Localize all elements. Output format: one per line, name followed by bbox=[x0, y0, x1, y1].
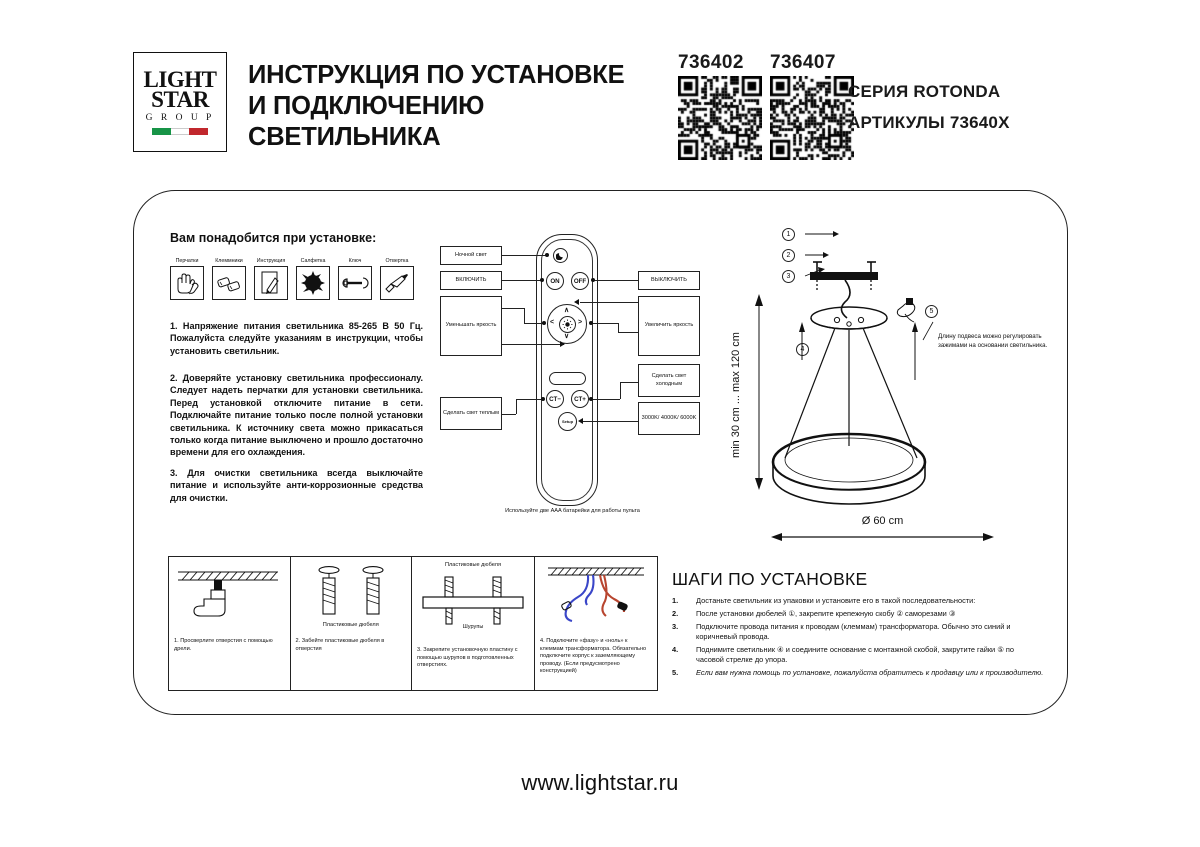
connector-line bbox=[516, 399, 517, 414]
remote-left-arrow[interactable]: < bbox=[550, 319, 555, 326]
callout-5: 5 bbox=[925, 305, 938, 318]
install-step-text: Если вам нужна помощь по установке, пожалуйста обратитесь к продавцу или к производителю. bbox=[696, 667, 1044, 677]
tool-label: Отвертка bbox=[385, 258, 409, 264]
qr-item bbox=[770, 52, 854, 160]
connector-dot bbox=[589, 397, 593, 401]
remote-brightness-button[interactable] bbox=[559, 316, 576, 333]
step-1-text: 1. Просверлите отверстия с помощью дрели. bbox=[174, 638, 273, 652]
dowel-icon bbox=[296, 562, 407, 638]
label-turn-on: ВКЛЮЧИТЬ bbox=[440, 271, 502, 290]
brightness-icon bbox=[562, 319, 573, 330]
label-dim-down: Уменьшать яркость bbox=[440, 296, 502, 356]
connector-dot bbox=[542, 321, 546, 325]
qr-code-icon bbox=[678, 76, 762, 160]
remote-ct-minus-button[interactable]: CT− bbox=[546, 390, 564, 408]
step-3-caption-top: Пластиковые дюбеля bbox=[445, 562, 501, 568]
callout-3: 3 bbox=[782, 270, 795, 283]
manual-icon bbox=[254, 266, 288, 300]
tool-label: Клеммники bbox=[215, 258, 243, 264]
qr-code-icon bbox=[770, 76, 854, 160]
label-cold-light: Сделать свет холодным bbox=[638, 364, 700, 397]
arrow-head bbox=[578, 418, 583, 424]
install-step-row bbox=[672, 596, 1044, 606]
arrow-head bbox=[574, 299, 579, 305]
safety-paragraph-2: 2. Доверяйте установку светильника профессионалу. Следует надеть перчатки для установки светильника. Перед установкой отключите питание в сети. Подключайте питание только после полной установки светильника. К источнику света можно прикасаться только когда питание выключено и прошло достаточно времени для его охлаждения. bbox=[170, 373, 423, 458]
step-3-text: 3. Закрепите установочную пластину с помощью шурупов в подготовленных отверстиях. bbox=[417, 647, 518, 669]
tool-item-screwdriver bbox=[380, 258, 414, 300]
connector-line bbox=[502, 280, 542, 281]
tool-item-gloves bbox=[170, 258, 204, 300]
step-panel-2 bbox=[291, 557, 413, 690]
install-step-number: 3. bbox=[672, 621, 679, 631]
install-step-row bbox=[672, 609, 1044, 619]
italian-flag-icon bbox=[152, 128, 208, 135]
connector-dot bbox=[591, 278, 595, 282]
document-header bbox=[133, 52, 1068, 157]
install-step-text: Подключите провода питания к проводам (клеммам) трансформатора. Обычно это синий и коричневый провода. bbox=[696, 621, 1011, 641]
step-2-text: 2. Забейте пластиковые дюбеля в отверстия bbox=[295, 638, 385, 652]
safety-paragraph-1: 1. Напряжение питания светильника 85-265 В 50 Гц. Пожалуйста следуйте указаниям в инструкции, чтобы установить светильник. bbox=[170, 321, 423, 356]
remote-ct-plus-button[interactable]: CT+ bbox=[571, 390, 589, 408]
connector-line bbox=[524, 323, 544, 324]
suspension-note: Длину подвеса можно регулировать зажимами на основании светильника. bbox=[938, 333, 1048, 349]
page-title: ИНСТРУКЦИЯ ПО УСТАНОВКЕ И ПОДКЛЮЧЕНИЮ СВЕТИЛЬНИКА bbox=[248, 61, 625, 151]
connector-line bbox=[592, 323, 618, 324]
label-night-light: Ночной свет bbox=[440, 246, 502, 265]
tool-item-terminals bbox=[212, 258, 246, 300]
qr-item bbox=[678, 52, 762, 160]
tool-item-manual bbox=[254, 258, 288, 300]
connector-dot bbox=[540, 278, 544, 282]
height-dimension-arrow bbox=[752, 292, 766, 492]
callout-4: 4 bbox=[796, 343, 809, 356]
drill-icon bbox=[174, 562, 285, 638]
connector-line bbox=[502, 344, 564, 345]
tool-label: Салфетка bbox=[300, 258, 326, 264]
connector-line bbox=[592, 399, 620, 400]
product-code: 736407 bbox=[770, 52, 836, 73]
install-steps-list bbox=[672, 596, 1044, 681]
cloth-icon bbox=[296, 266, 330, 300]
install-steps-heading: ШАГИ ПО УСТАНОВКЕ bbox=[672, 569, 868, 589]
remote-night-light-button[interactable] bbox=[553, 248, 568, 263]
connector-line bbox=[620, 382, 638, 383]
label-turn-off: ВЫКЛЮЧИТЬ bbox=[638, 271, 700, 290]
remote-down-arrow[interactable]: ∨ bbox=[564, 333, 570, 340]
connector-line bbox=[524, 308, 525, 323]
install-step-row bbox=[672, 622, 1044, 643]
remote-control-diagram bbox=[440, 232, 705, 532]
connector-dot bbox=[545, 253, 549, 257]
step-4-text: 4. Подключите «фазу» и «ноль» к клеммам трансформатора. Обязательно подключите корпус к заземляющему проводу. (Если предусмотрено конструкцией) bbox=[540, 638, 647, 675]
remote-off-button[interactable]: OFF bbox=[571, 272, 589, 290]
remote-oval-button[interactable] bbox=[549, 372, 586, 385]
connector-line bbox=[516, 399, 543, 400]
battery-note: Используйте две AAA батарейки для работы пульта bbox=[505, 508, 640, 514]
height-dimension-text: min 30 cm ... max 120 cm bbox=[730, 332, 742, 458]
tool-item-cloth bbox=[296, 258, 330, 300]
tool-label: Перчатки bbox=[175, 258, 199, 264]
remote-up-arrow[interactable]: ∧ bbox=[564, 307, 570, 314]
safety-paragraph-3: 3. Для очистки светильника всегда выключайте питание и используйте анти-коррозионные средства для очистки. bbox=[170, 468, 423, 503]
label-dim-up: Увеличить яркость bbox=[638, 296, 700, 356]
step-panel-4 bbox=[535, 557, 657, 690]
tools-heading: Вам понадобится при установке: bbox=[170, 231, 377, 245]
callout-1: 1 bbox=[782, 228, 795, 241]
install-step-text: Достаньте светильник из упаковки и установите его в такой последовательности: bbox=[696, 596, 976, 605]
connector-line bbox=[593, 280, 638, 281]
logo-line-2: STAR bbox=[151, 86, 209, 112]
terminal-block-icon bbox=[212, 266, 246, 300]
wrench-icon bbox=[338, 266, 372, 300]
tool-item-wrench bbox=[338, 258, 372, 300]
installation-step-panels bbox=[168, 556, 658, 691]
logo-group-text: G R O U P bbox=[145, 112, 215, 123]
lamp-dimension-diagram bbox=[725, 210, 1055, 540]
screwdriver-icon bbox=[380, 266, 414, 300]
tool-label: Ключ bbox=[348, 258, 362, 264]
install-step-number: 2. bbox=[672, 608, 679, 618]
series-info bbox=[848, 76, 1078, 138]
install-step-number: 1. bbox=[672, 596, 679, 605]
arrow-head bbox=[560, 341, 565, 347]
mounting-plate-icon bbox=[417, 562, 529, 638]
diameter-dimension-arrow bbox=[770, 531, 995, 543]
connector-line bbox=[502, 308, 524, 309]
install-step-row bbox=[672, 668, 1044, 678]
height-dimension-label bbox=[728, 300, 744, 490]
connector-line bbox=[580, 302, 638, 303]
label-warm-light: Сделать свет теплым bbox=[440, 397, 502, 430]
logo-line-1: LIGHT bbox=[143, 66, 217, 92]
wiring-icon bbox=[540, 562, 652, 638]
install-step-number: 5. bbox=[672, 667, 679, 677]
install-step-text: Поднимите светильник ④ и соедините основание с монтажной скобой, закрутите гайки ⑤ по часовой стрелке до упора. bbox=[696, 644, 1015, 664]
install-step-row bbox=[672, 645, 1044, 666]
connector-line bbox=[502, 255, 548, 256]
step-panel-3 bbox=[412, 557, 535, 690]
remote-setup-button[interactable]: Setup bbox=[558, 412, 577, 431]
series-label: СЕРИЯ ROTONDA bbox=[848, 82, 1001, 101]
connector-dot bbox=[589, 321, 593, 325]
connector-line bbox=[618, 332, 638, 333]
install-step-number: 4. bbox=[672, 644, 679, 654]
qr-code-group bbox=[678, 52, 854, 160]
diameter-dimension-text: Ø 60 cm bbox=[861, 515, 904, 527]
install-step-text: После установки дюбелей ①, закрепите крепежную скобу ② саморезами ③ bbox=[696, 608, 956, 618]
label-color-temperatures: 3000K/ 4000K/ 6000K bbox=[638, 402, 700, 435]
connector-line bbox=[502, 414, 516, 415]
step-2-caption: Пластиковые дюбеля bbox=[322, 622, 379, 628]
footer-url: www.lightstar.ru bbox=[521, 770, 679, 795]
callout-2: 2 bbox=[782, 249, 795, 262]
tool-label: Инструкция bbox=[256, 258, 286, 264]
remote-right-arrow[interactable]: > bbox=[578, 319, 583, 326]
remote-on-button[interactable]: ON bbox=[546, 272, 564, 290]
article-label: АРТИКУЛЫ 73640X bbox=[848, 113, 1010, 132]
connector-line bbox=[620, 382, 621, 399]
connector-line bbox=[583, 421, 638, 422]
tools-row bbox=[170, 258, 414, 300]
step-3-caption-bottom: Шурупы bbox=[462, 624, 484, 630]
gloves-icon bbox=[170, 266, 204, 300]
connector-line bbox=[618, 323, 619, 332]
product-code: 736402 bbox=[678, 52, 744, 73]
connector-dot bbox=[541, 397, 545, 401]
diameter-dimension bbox=[770, 515, 995, 548]
brand-logo bbox=[133, 52, 227, 152]
step-panel-1 bbox=[169, 557, 291, 690]
